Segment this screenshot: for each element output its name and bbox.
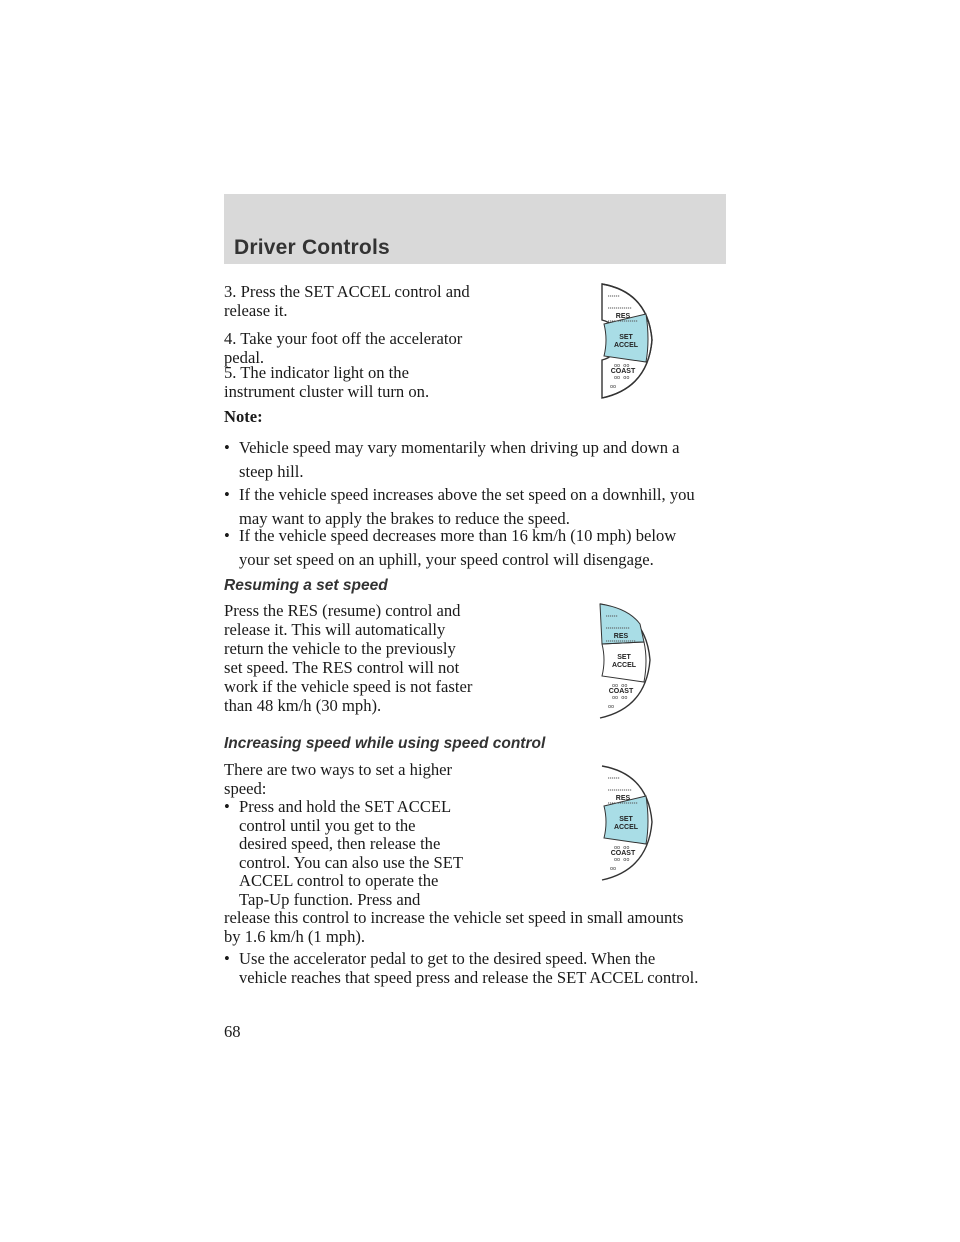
coast-label: COAST [610, 368, 636, 375]
res-label: RES [613, 633, 629, 640]
svg-text:oo: oo [610, 866, 617, 872]
accel-label: ACCEL [613, 824, 639, 831]
step-3: 3. Press the SET ACCEL control and release it. [224, 282, 470, 320]
res-label: RES [615, 795, 631, 802]
resuming-heading: Resuming a set speed [224, 577, 388, 594]
coast-label: COAST [608, 688, 634, 695]
svg-text:oo oo: oo oo [614, 363, 630, 369]
increasing-heading: Increasing speed while using speed control [224, 735, 546, 752]
svg-text:oo: oo [608, 704, 615, 710]
section-header-band [224, 194, 726, 264]
svg-text:oo oo: oo oo [612, 695, 628, 701]
set-label: SET [619, 816, 633, 823]
svg-text:oo oo: oo oo [614, 857, 630, 863]
speed-control-diagram-set-highlight-2 [590, 760, 660, 886]
accel-label: ACCEL [613, 342, 639, 349]
svg-text:oo oo: oo oo [612, 683, 628, 689]
svg-text:oo oo: oo oo [614, 375, 630, 381]
step-5: 5. The indicator light on the instrument cluster will turn on. [224, 363, 430, 401]
note-label: Note: [224, 407, 263, 426]
accel-label: ACCEL [611, 662, 637, 669]
res-label: RES [615, 313, 631, 320]
step-4: 4. Take your foot off the accelerator pedal. [224, 329, 463, 367]
section-title: Driver Controls [234, 236, 390, 259]
page-number: 68 [224, 1022, 241, 1041]
speed-control-diagram-set-highlight [590, 278, 660, 404]
svg-text:oo oo: oo oo [614, 845, 630, 851]
coast-label: COAST [610, 850, 636, 857]
set-label: SET [617, 654, 631, 661]
set-label: SET [619, 334, 633, 341]
resuming-body: Press the RES (resume) control and release it. This will automatically return the vehicle to the previously set speed. The RES control will not work if the vehicle speed is not faster than 48 km/h (30 mph). [224, 601, 473, 715]
increasing-intro: There are two ways to set a higher speed: [224, 760, 453, 798]
speed-control-diagram-res-highlight [588, 598, 658, 724]
svg-text:oo: oo [610, 384, 617, 390]
